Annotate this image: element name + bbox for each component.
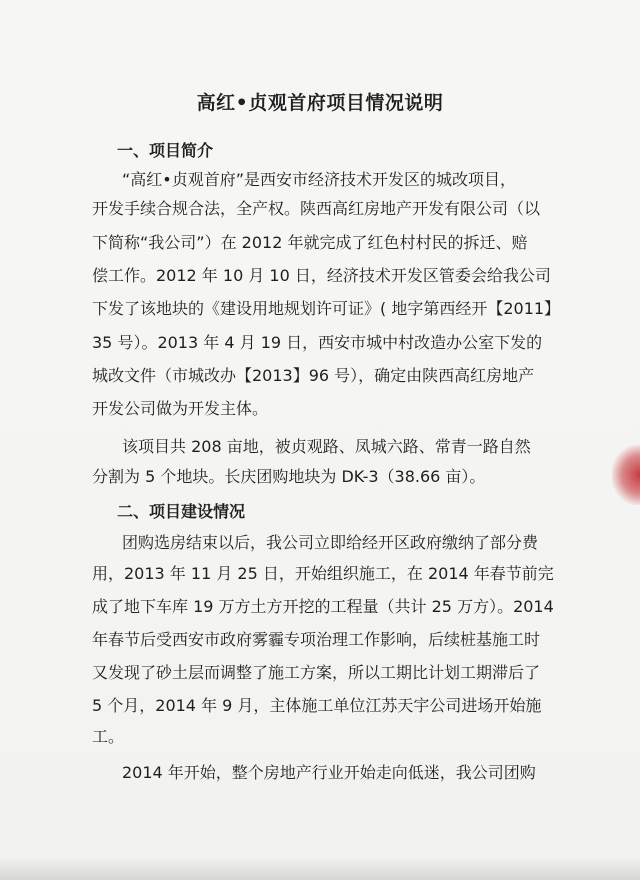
paragraph-line: 5 个月，2014 年 9 月，主体施工单位江苏天宇公司进场开始施: [92, 696, 542, 715]
page-bottom-shadow: [0, 856, 640, 880]
paragraph-line: 偿工作。2012 年 10 月 10 日，经济技术开发区管委会给我公司: [92, 266, 551, 285]
paragraph-line: 下发了该地块的《建设用地规划许可证》( 地字第西经开【2011】: [92, 299, 561, 318]
paragraph-line: 下简称“我公司”）在 2012 年就完成了红色村村民的拆迁、赔: [92, 233, 528, 252]
paragraph-line: 用，2013 年 11 月 25 日，开始组织施工，在 2014 年春节前完: [92, 564, 554, 583]
paragraph-line: 35 号）。2013 年 4 月 19 日，西安市城中村改造办公室下发的: [92, 333, 543, 352]
paragraph-line: 该项目共 208 亩地，被贞观路、凤城六路、常青一路自然: [122, 437, 531, 456]
paragraph-line: 开发公司做为开发主体。: [92, 399, 269, 418]
paragraph-line: 团购选房结束以后，我公司立即给经开区政府缴纳了部分费: [122, 533, 539, 552]
paragraph-line: 分割为 5 个地块。长庆团购地块为 DK-3（38.66 亩）。: [92, 467, 486, 486]
paragraph-line: 开发手续合规合法，全产权。陕西高红房地产开发有限公司（以: [92, 199, 541, 218]
paragraph-line: 年春节后受西安市政府雾霾专项治理工作影响，后续桩基施工时: [92, 630, 541, 649]
section-heading-intro: 一、项目简介: [117, 141, 214, 160]
paragraph-line: “高红•贞观首府”是西安市经济技术开发区的城改项目，: [122, 170, 517, 189]
document-title: 高红•贞观首府项目情况说明: [196, 92, 444, 114]
red-seal-edge: [612, 445, 640, 505]
paragraph-line: 又发现了砂土层而调整了施工方案，所以工期比计划工期滞后了: [92, 663, 541, 682]
paragraph-line: 城改文件（市城改办【2013】96 号），确定由陕西高红房地产: [92, 366, 535, 385]
paragraph-line: 2014 年开始，整个房地产行业开始走向低迷，我公司团购: [122, 763, 536, 782]
section-heading-construction: 二、项目建设情况: [117, 502, 246, 521]
paragraph-line: 成了地下车库 19 万方土方开挖的工程量（共计 25 万方）。2014: [92, 597, 554, 616]
paragraph-line: 工。: [92, 727, 125, 746]
